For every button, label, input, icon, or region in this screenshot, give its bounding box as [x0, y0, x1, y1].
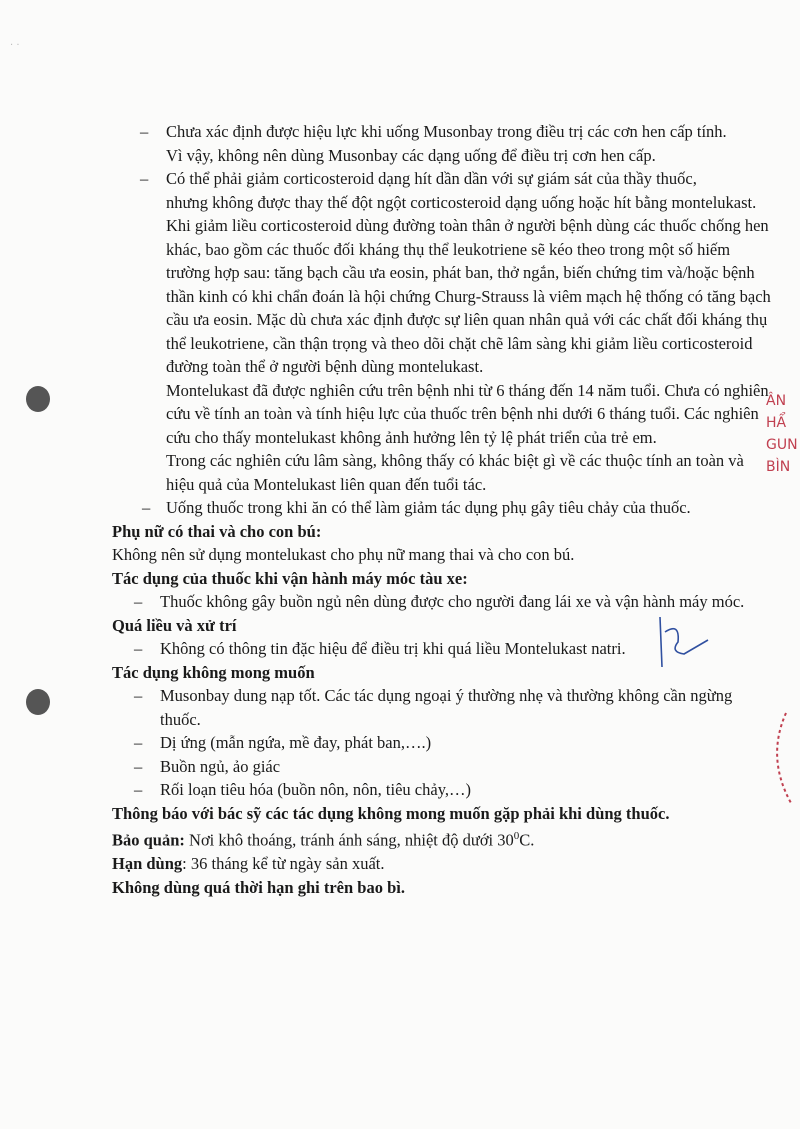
list-item — [112, 778, 772, 802]
paragraph: Không nên sử dụng montelukast cho phụ nữ mang thai và cho con bú. — [112, 545, 575, 564]
list-item — [112, 167, 772, 214]
punch-hole-bottom — [26, 689, 50, 715]
paragraph: Montelukast đã được nghiên cứu trên bệnh nhi từ 6 tháng đến 14 năm tuổi. Chưa có nghiên cứu về tính an toàn và tính hiệu lực của thuốc trên bệnh nhi dưới 6 tháng tuổi. Các nghiên cứu cho thấy montelukast không ảnh hưởng lên tỷ lệ phát triển của trẻ em. — [166, 380, 769, 447]
stamp-text: HẨ — [766, 415, 787, 431]
dash-marker: – — [140, 122, 149, 141]
stamp-text: BÌN — [766, 459, 791, 475]
section-heading: Quá liều và xử trí — [112, 615, 237, 635]
list-item — [112, 590, 772, 614]
list-item-text: nhưng không được thay thế đột ngột corticosteroid dạng uống hoặc hít bằng montelukast. — [166, 192, 757, 212]
list-item — [112, 755, 772, 779]
document-body — [112, 120, 772, 899]
dash-marker: – — [134, 733, 143, 752]
list-item — [112, 120, 772, 167]
storage-degree: 0 — [513, 830, 520, 842]
list-item-text: Không có thông tin đặc hiệu để điều trị khi quá liều Montelukast natri. — [160, 639, 626, 658]
dash-marker: – — [134, 686, 143, 705]
stamp-text: GUN — [766, 437, 798, 453]
list-item-text: Chưa xác định được hiệu lực khi uống Musonbay trong điều trị các cơn hen cấp tính. — [166, 122, 727, 141]
section-heading: Tác dụng của thuốc khi vận hành máy móc tàu xe: — [112, 568, 468, 588]
dash-marker: – — [134, 780, 143, 799]
list-item-text: Buồn ngủ, ảo giác — [160, 756, 281, 776]
expiry-text: : 36 tháng kể từ ngày sản xuất. — [182, 854, 385, 873]
final-note: Không dùng quá thời hạn ghi trên bao bì. — [112, 877, 405, 897]
list-item — [112, 684, 772, 731]
section-heading: Tác dụng không mong muốn — [112, 662, 315, 682]
list-item-text: Uống thuốc trong khi ăn có thể làm giảm tác dụng phụ gây tiêu chảy của thuốc. — [166, 498, 691, 517]
punch-hole-top — [26, 386, 50, 412]
dash-marker: – — [134, 592, 143, 611]
section-heading: Phụ nữ có thai và cho con bú: — [112, 521, 322, 541]
dash-marker: – — [142, 498, 151, 517]
list-item-text: Vì vậy, không nên dùng Musonbay các dạng uống để điều trị cơn hen cấp. — [166, 145, 656, 165]
list-item-text: Rối loạn tiêu hóa (buồn nôn, nôn, tiêu chảy,…) — [160, 780, 471, 799]
list-item-text: Thuốc không gây buồn ngủ nên dùng được cho người đang lái xe và vận hành máy móc. — [160, 592, 745, 611]
scan-artifact: · · — [10, 40, 20, 51]
storage-line — [112, 825, 772, 852]
list-item-text: Musonbay dung nạp tốt. Các tác dụng ngoại ý thường nhẹ và thường không cần ngừng thuốc. — [160, 686, 733, 729]
paragraph: Trong các nghiên cứu lâm sàng, không thấy có khác biệt gì về các thuộc tính an toàn và hiệu quả của Montelukast liên quan đến tuổi tác. — [166, 451, 744, 494]
stamp-text: ÂN — [766, 393, 787, 409]
paragraph: Khi giảm liều corticosteroid dùng đường toàn thân ở người bệnh dùng các thuốc chống hen khác, bao gồm các thuốc đối kháng thụ thể leukotriene sẽ kéo theo trong một số hiếm trường hợp sau: tăng bạch cầu ưa eosin, phát ban, thở ngắn, biến chứng tim và/hoặc bệnh thần kinh có khi chẩn đoán là hội chứng Churg-Strauss là viêm mạch hệ thống có tăng bạch cầu ưa eosin. Mặc dù chưa xác định được sự liên quan nhân quả với các chất đối kháng thụ thể leukotriene, cần thận trọng và theo dõi chặt chẽ lâm sàng khi giảm liều corticosteroid đường toàn thể ở người bệnh dùng montelukast. — [166, 216, 771, 376]
dash-marker: – — [134, 639, 143, 658]
dash-marker: – — [140, 169, 149, 188]
storage-label: Bảo quản: — [112, 830, 185, 850]
storage-unit: C. — [519, 830, 535, 850]
list-item — [132, 496, 772, 520]
storage-text: Nơi khô thoáng, tránh ánh sáng, nhiệt độ dưới 30 — [184, 830, 514, 850]
list-item — [112, 637, 772, 661]
notify-statement: Thông báo với bác sỹ các tác dụng không mong muốn gặp phải khi dùng thuốc. — [112, 803, 670, 823]
list-item — [112, 731, 772, 755]
list-item-text: Dị ứng (mẫn ngứa, mề đay, phát ban,….) — [160, 733, 432, 752]
list-item-text: Có thể phải giảm corticosteroid dạng hít dần dần với sự giám sát của thầy thuốc, — [166, 169, 697, 188]
expiry-label: Hạn dùng — [112, 854, 183, 873]
expiry-line — [112, 852, 772, 876]
dash-marker: – — [134, 756, 143, 776]
